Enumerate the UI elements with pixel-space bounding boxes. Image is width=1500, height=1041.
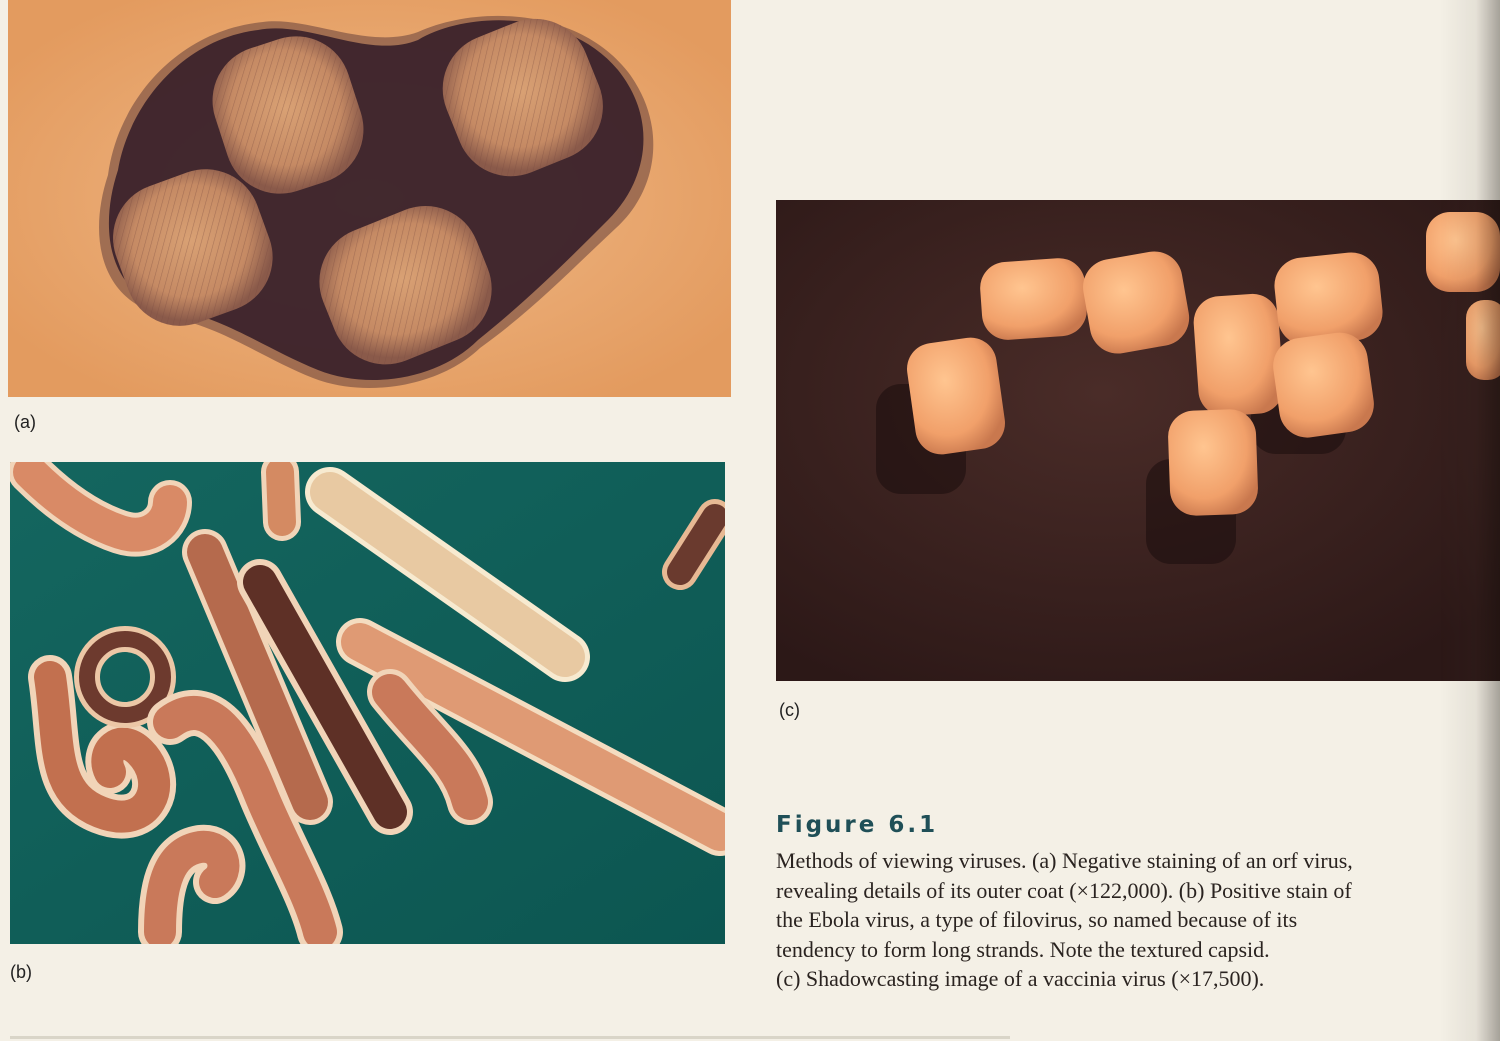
ebola-virus-micrograph-icon (10, 462, 725, 944)
photo-vaccinia-virus (776, 200, 1500, 681)
figure-caption (776, 846, 1476, 994)
caption-line: tendency to form long strands. Note the textured capsid. (776, 936, 1270, 962)
panel-label-c: (c) (779, 700, 800, 720)
figure-title: Figure 6.1 (776, 812, 939, 838)
caption-line: the Ebola virus, a type of filovirus, so named because of its (776, 907, 1298, 932)
vaccinia-virus-micrograph-icon (776, 200, 1500, 681)
panel-label-b: (b) (10, 962, 32, 982)
caption-line: Methods of viewing viruses. (a) Negative staining of an orf virus, (776, 848, 1353, 873)
bottom-rule (10, 1036, 1010, 1039)
panel-label-a: (a) (14, 412, 36, 432)
caption-line: (c) Shadowcasting image of a vaccinia virus (×17,500). (776, 966, 1265, 991)
photo-ebola-virus (10, 462, 725, 944)
orf-virus-micrograph-icon (8, 0, 731, 397)
caption-line: revealing details of its outer coat (×122,000). (b) Positive stain of (776, 877, 1352, 903)
page-edge-shadow (1440, 0, 1500, 1041)
photo-orf-virus (8, 0, 731, 397)
